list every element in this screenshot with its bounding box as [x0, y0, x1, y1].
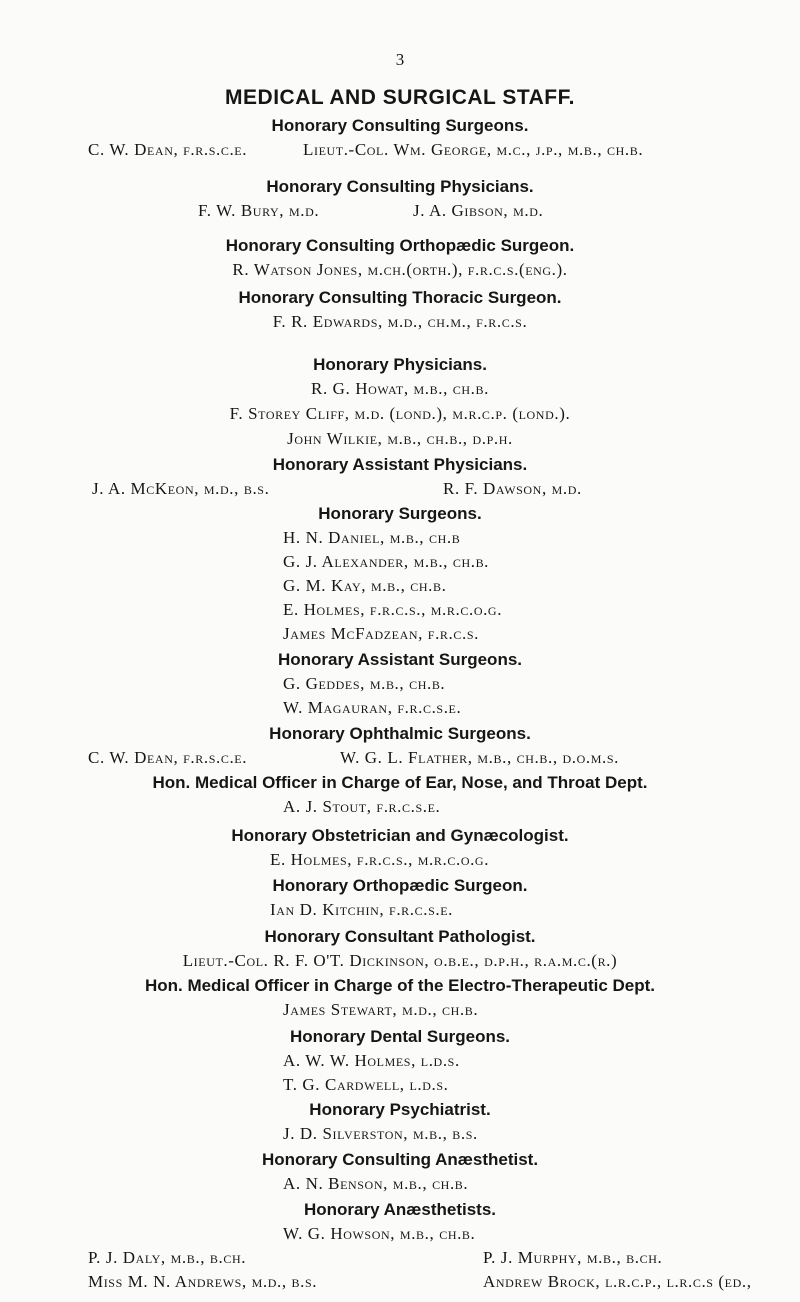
staff-name: R. F. Dawson, m.d. — [443, 479, 582, 498]
staff-name: Andrew Brock, l.r.c.p., l.r.c.s (ed., — [483, 1272, 752, 1291]
staff-name: G. Geddes, m.b., ch.b. — [283, 674, 446, 693]
heading-psychiatrist: Honorary Psychiatrist. — [309, 1100, 491, 1119]
staff-name: F. W. Bury, m.d. — [198, 201, 320, 220]
heading-obstetrician: Honorary Obstetrician and Gynæcologist. — [231, 826, 569, 845]
staff-name: R. G. Howat, m.b., ch.b. — [311, 379, 489, 398]
staff-name: E. Holmes, f.r.c.s., m.r.c.o.g. — [270, 850, 490, 869]
staff-name: W. Magauran, f.r.c.s.e. — [283, 698, 462, 717]
staff-name: W. G. L. Flather, m.b., ch.b., d.o.m.s. — [340, 748, 620, 767]
staff-name: A. J. Stout, f.r.c.s.e. — [283, 797, 441, 816]
heading-consulting-anaesthetist: Honorary Consulting Anæsthetist. — [261, 1150, 539, 1169]
staff-name: Miss M. N. Andrews, m.d., b.s. — [88, 1272, 318, 1291]
staff-name: J. A. Gibson, m.d. — [413, 201, 544, 220]
staff-name: F. R. Edwards, m.d., ch.m., f.r.c.s. — [272, 312, 528, 331]
staff-name: James McFadzean, f.r.c.s. — [283, 624, 479, 643]
staff-name: F. Storey Cliff, m.d. (lond.), m.r.c.p. (lond.). — [229, 404, 571, 423]
page-number: 3 — [395, 50, 405, 69]
staff-name: P. J. Daly, m.b., b.ch. — [88, 1248, 247, 1267]
heading-consulting-thoracic: Honorary Consulting Thoracic Surgeon. — [238, 288, 562, 307]
heading-anaesthetists: Honorary Anæsthetists. — [303, 1200, 497, 1219]
staff-name: R. Watson Jones, m.ch.(orth.), f.r.c.s.(eng.). — [232, 260, 568, 279]
staff-name: P. J. Murphy, m.b., b.ch. — [483, 1248, 663, 1267]
heading-consulting-physicians: Honorary Consulting Physicians. — [266, 177, 534, 196]
heading-electro: Hon. Medical Officer in Charge of the Electro-Therapeutic Dept. — [144, 976, 656, 995]
staff-name: James Stewart, m.d., ch.b. — [283, 1000, 479, 1019]
staff-name: A. N. Benson, m.b., ch.b. — [283, 1174, 469, 1193]
heading-orthopaedic: Honorary Orthopædic Surgeon. — [272, 876, 528, 895]
staff-name: E. Holmes, f.r.c.s., m.r.c.o.g. — [283, 600, 503, 619]
heading-pathologist-consultant: Honorary Consultant Pathologist. — [264, 927, 536, 946]
heading-surgeons: Honorary Surgeons. — [318, 504, 482, 523]
page-title: MEDICAL AND SURGICAL STAFF. — [225, 86, 575, 109]
heading-ent: Hon. Medical Officer in Charge of Ear, Nose, and Throat Dept. — [152, 773, 648, 792]
staff-name: A. W. W. Holmes, l.d.s. — [283, 1051, 460, 1070]
staff-name: Lieut.-Col. Wm. George, m.c., j.p., m.b., ch.b. — [303, 140, 644, 159]
staff-name: G. M. Kay, m.b., ch.b. — [283, 576, 447, 595]
heading-dental: Honorary Dental Surgeons. — [289, 1027, 511, 1046]
staff-name: H. N. Daniel, m.b., ch.b — [283, 528, 461, 547]
staff-name: G. J. Alexander, m.b., ch.b. — [283, 552, 490, 571]
heading-consulting-orthopaedic: Honorary Consulting Orthopædic Surgeon. — [225, 236, 575, 255]
heading-physicians: Honorary Physicians. — [313, 355, 487, 374]
heading-ophthalmic-surgeons: Honorary Ophthalmic Surgeons. — [269, 724, 531, 743]
staff-name: Lieut.-Col. R. F. O'T. Dickinson, o.b.e., d.p.h., r.a.m.c.(r.) — [182, 951, 618, 970]
staff-name: J. A. McKeon, m.d., b.s. — [92, 479, 270, 498]
staff-name: T. G. Cardwell, l.d.s. — [283, 1075, 449, 1094]
staff-name: John Wilkie, m.b., ch.b., d.p.h. — [287, 429, 513, 448]
heading-consulting-surgeons: Honorary Consulting Surgeons. — [271, 116, 529, 135]
staff-name: C. W. Dean, f.r.s.c.e. — [88, 140, 248, 159]
staff-name: Ian D. Kitchin, f.r.c.s.e. — [270, 900, 453, 919]
staff-name: J. D. Silverston, m.b., b.s. — [283, 1124, 478, 1143]
heading-assistant-physicians: Honorary Assistant Physicians. — [272, 455, 528, 474]
staff-name: W. G. Howson, m.b., ch.b. — [283, 1224, 476, 1243]
staff-name: C. W. Dean, f.r.s.c.e. — [88, 748, 248, 767]
heading-assistant-surgeons: Honorary Assistant Surgeons. — [277, 650, 523, 669]
